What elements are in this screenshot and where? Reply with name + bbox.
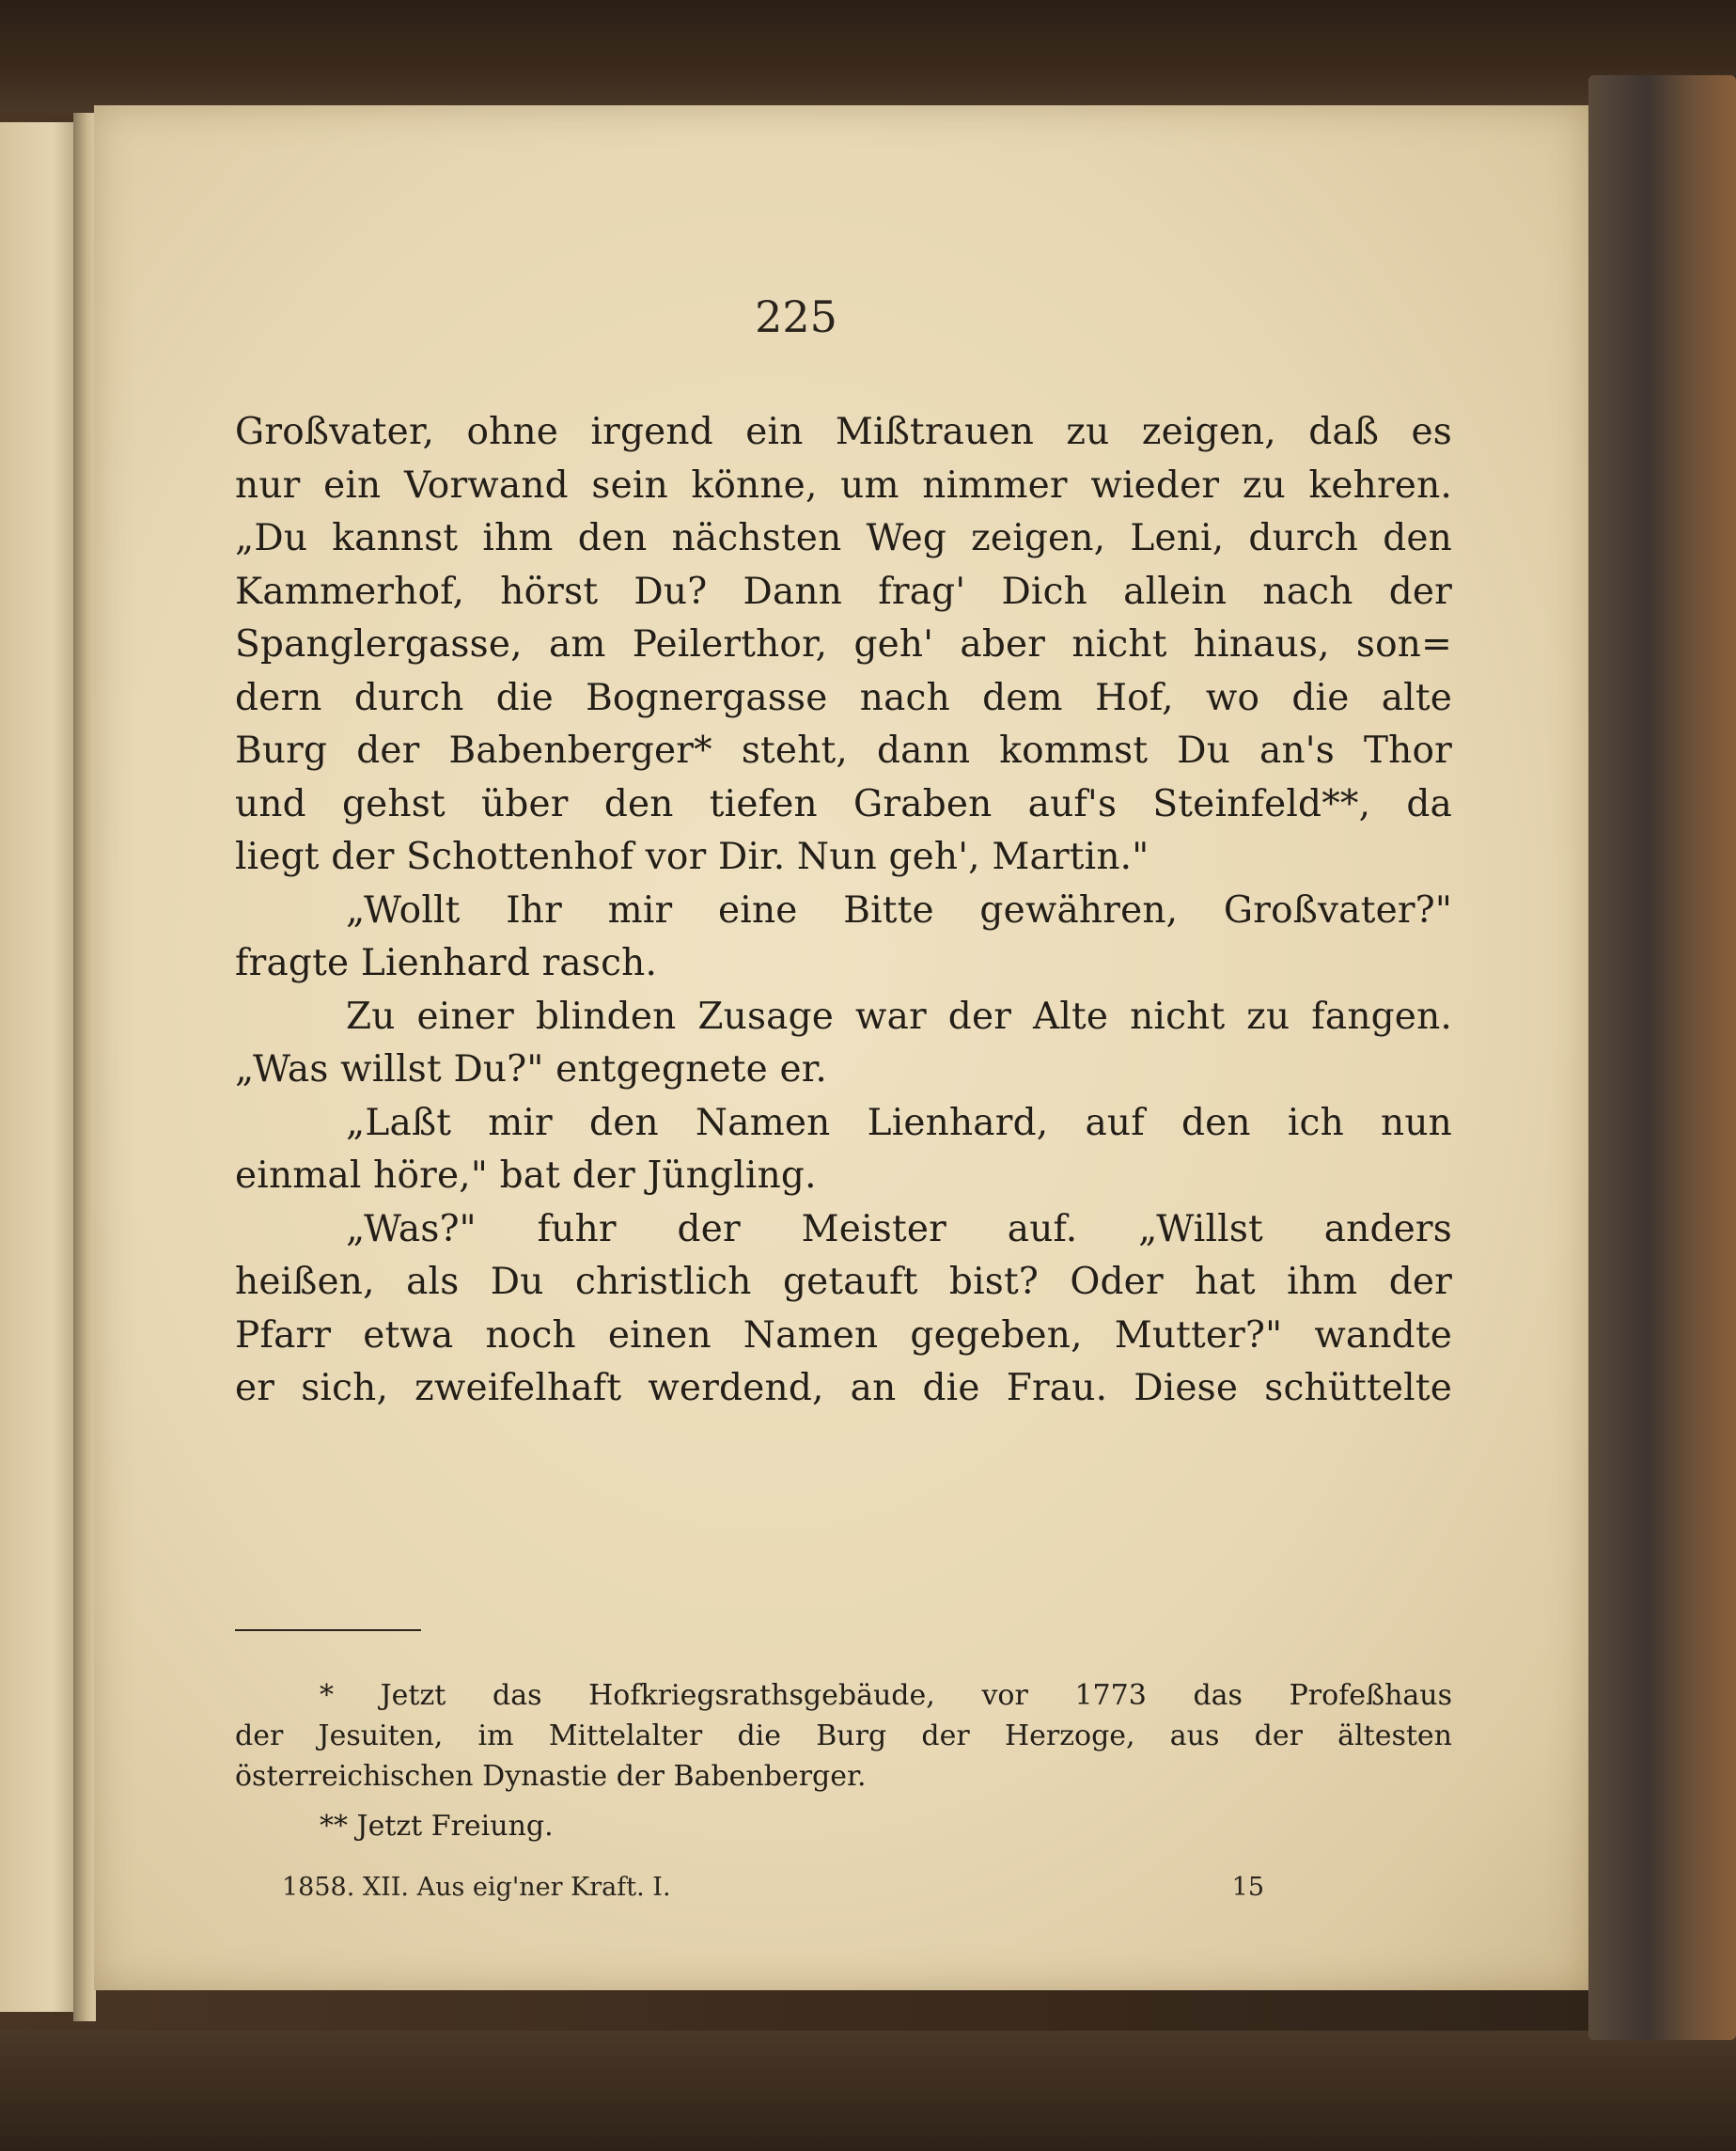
text-line: Zu einer blinden Zusage war der Alte nicht zu fangen. xyxy=(346,995,1452,1038)
text-line: „Wollt Ihr mir eine Bitte gewähren, Großvater?" xyxy=(346,888,1452,932)
text-line: nur ein Vorwand sein könne, um nimmer wieder zu kehren. xyxy=(235,463,1452,507)
text-line: fragte Lienhard rasch. xyxy=(235,942,658,984)
text-line: „Du kannst ihm den nächsten Weg zeigen, Leni, durch den xyxy=(235,517,1452,559)
text-line: heißen, als Du christlich getauft bist? Oder hat ihm der xyxy=(235,1261,1452,1303)
footnotes xyxy=(235,1675,1452,1846)
book-cover-right-edge xyxy=(1588,75,1736,2040)
book-cover-top-edge xyxy=(0,0,1736,113)
text-line: einmal höre," bat der Jüngling. xyxy=(235,1154,817,1197)
footnote-divider xyxy=(235,1629,421,1631)
text-line: Kammerhof, hörst Du? Dann frag' Dich allein nach der xyxy=(235,570,1452,613)
signature-number: 15 xyxy=(1231,1873,1264,1902)
footnote-line: österreichischen Dynastie der Babenberger. xyxy=(235,1760,867,1793)
signature-title: 1858. XII. Aus eig'ner Kraft. I. xyxy=(282,1873,671,1902)
book-gutter xyxy=(73,113,96,2021)
footnote-line: * Jetzt das Hofkriegsrathsgebäude, vor 1773 das Profeßhaus xyxy=(320,1679,1452,1712)
text-line: Spanglergasse, am Peilerthor, geh' aber nicht hinaus, son= xyxy=(235,623,1452,666)
text-line: „Was willst Du?" entgegnete er. xyxy=(235,1048,827,1091)
text-line: Großvater, ohne irgend ein Mißtrauen zu zeigen, daß es xyxy=(235,411,1452,453)
text-line: er sich, zweifelhaft werdend, an die Frau. Diese schüttelte xyxy=(235,1367,1452,1409)
text-line: Pfarr etwa noch einen Namen gegeben, Mutter?" wandte xyxy=(235,1313,1452,1357)
footnote-line: ** Jetzt Freiung. xyxy=(320,1810,554,1843)
facing-page-edge xyxy=(0,122,75,2012)
page-number: 225 xyxy=(755,291,837,342)
book-page xyxy=(94,105,1588,1990)
body-text xyxy=(235,406,1452,1416)
footnote-line: der Jesuiten, im Mittelalter die Burg der Herzoge, aus der ältesten xyxy=(235,1719,1452,1752)
text-line: liegt der Schottenhof vor Dir. Nun geh', Martin." xyxy=(235,836,1150,878)
text-line: „Laßt mir den Namen Lienhard, auf den ich nun xyxy=(346,1101,1452,1144)
text-line: dern durch die Bognergasse nach dem Hof, wo die alte xyxy=(235,676,1452,719)
text-line: „Was?" fuhr der Meister auf. „Willst anders xyxy=(346,1207,1452,1250)
book-cover-bottom-edge xyxy=(0,2031,1736,2151)
text-line: Burg der Babenberger* steht, dann kommst Du an's Thor xyxy=(235,730,1452,772)
text-line: und gehst über den tiefen Graben auf's Steinfeld**, da xyxy=(235,782,1452,825)
